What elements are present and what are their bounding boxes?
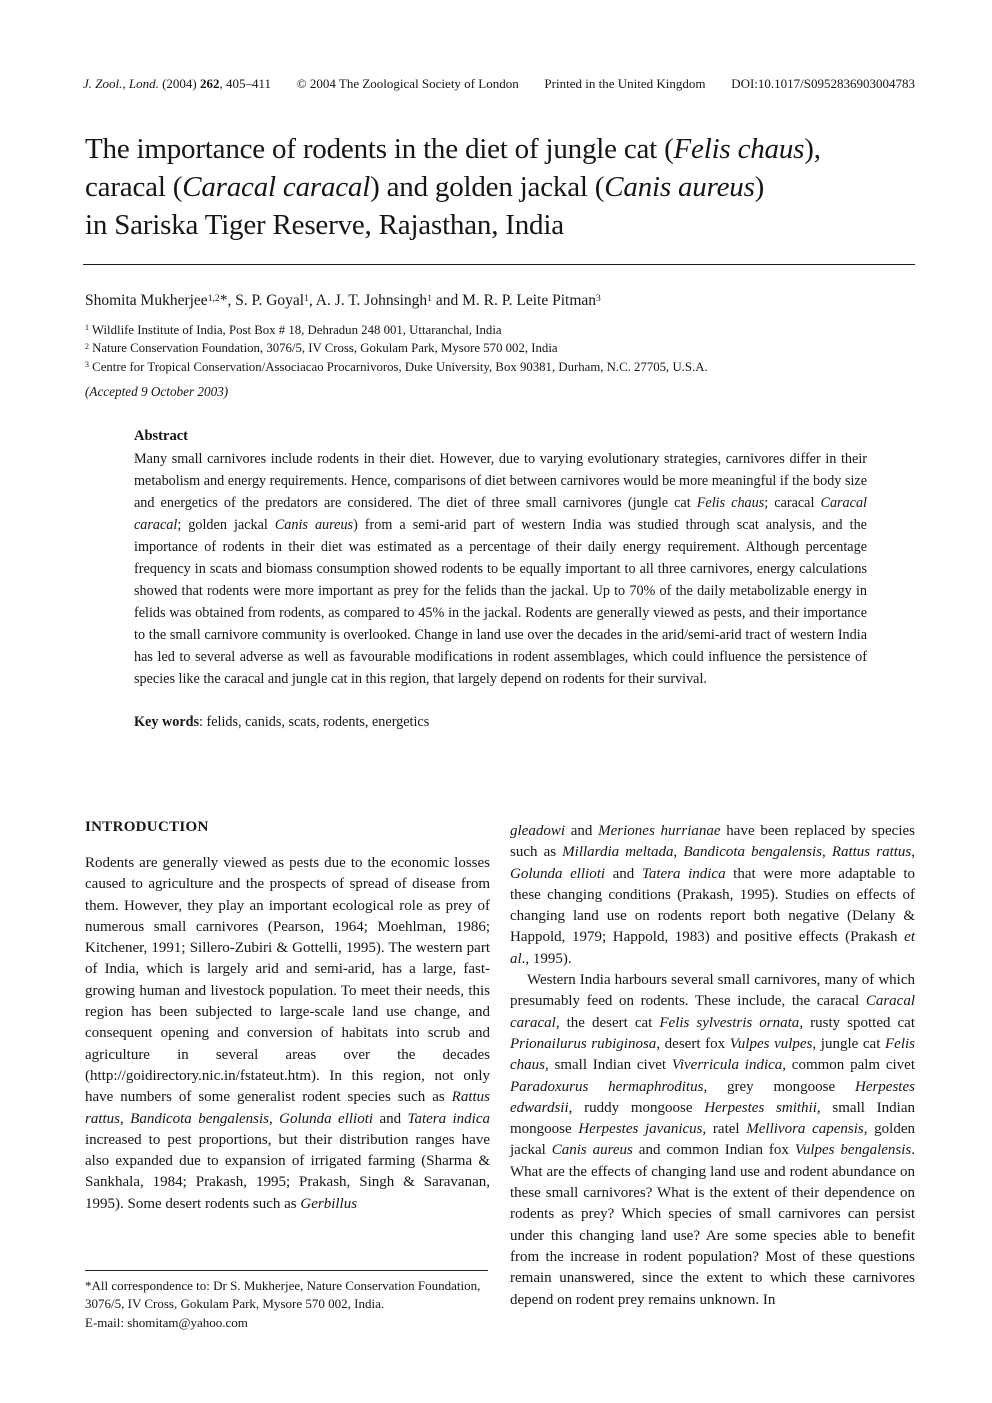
introduction-heading: INTRODUCTION — [85, 819, 209, 835]
abstract-section — [134, 428, 867, 733]
introduction-paragraph-right-2: Western India harbours several small carnivores, many of which presumably feed on rodents. These include, the caracal Caracal caracal, the desert cat Felis sylvestris ornata, rusty spotted cat Prionailurus rubiginosa, desert fox Vulpes vulpes, jungle cat Felis chaus, small Indian civet Viverricula indica, common palm civet Paradoxurus hermaphroditus, grey mongoose Herpestes edwardsii, ruddy mongoose Herpestes smithii, small Indian mongoose Herpestes javanicus, ratel Mellivora capensis, golden jackal Canis aureus and common Indian fox Vulpes bengalensis. What are the effects of changing land use and rodent abundance on these small carnivores? What is the extent of their dependence on rodents as prey? Which species of small carnivores can persist under this changing land use? Are some species able to benefit from the increase in rodent population? Most of these questions remain unanswered, since the extent to which these carnivores depend on rodent prey remains unknown. In — [510, 972, 916, 1308]
correspondence-email: E-mail: shomitam@yahoo.com — [85, 1314, 248, 1330]
abstract-body: Many small carnivores include rodents in their diet. However, due to varying evolutionary strategies, carnivores differ in their metabolism and energy requirements. Hence, comparisons of diet between carnivores would be more meaningful if the body size and energetics of the predators are considered. The diet of three small carnivores (jungle cat Felis chaus; caracal Caracal caracal; golden jackal Canis aureus) from a semi-arid part of western India was studied through scat analysis, and the importance of rodents in their diet was estimated as a percentage of their daily energy requirement. Although percentage frequency in scats and biomass consumption showed rodents to be equally important to all three carnivores, energy calculations showed that rodents were more important as prey for the felids than the jackal. Up to 70% of the daily metabolizable energy in felids was obtained from rodents, as compared to 45% in the jackal. Rodents are generally viewed as pests, and their importance to the small carnivore community is overlooked. Change in land use over the decades in the arid/semi-arid tract of western India has led to several adverse as well as favourable modifications in rodent assemblages, which could influence the persistence of species like the caracal and jungle cat in this region, that largely depend on rodents for their survival. — [134, 451, 867, 687]
introduction-paragraph-right-1: gleadowi and Meriones hurrianae have been replaced by species such as Millardia meltada, Bandicota bengalensis, Rattus rattus, Golunda ellioti and Tatera indica that were more adaptable to these changing conditions (Prakash, 1995). Studies on effects of changing land use on rodents report both negative (Delany & Happold, 1979; Happold, 1983) and positive effects (Prakash et al., 1995). — [510, 823, 916, 967]
copyright-notice: © 2004 The Zoological Society of London — [296, 76, 519, 91]
correspondence-text: *All correspondence to: Dr S. Mukherjee, Nature Conservation Foundation, 3076/5, IV Cross, Gokulam Park, Mysore 570 002, India. — [85, 1278, 481, 1312]
paper-title-line-1: The importance of rodents in the diet of jungle cat (Felis chaus), — [85, 133, 821, 165]
right-column — [510, 819, 915, 1311]
affiliation-3: $^3$ Centre for Tropical Conservation/Associacao Procarnivoros, Duke University, Box 90381, Durham, N.C. 27705, U.S.A. — [85, 359, 708, 374]
paper-title-line-2: caracal (Caracal caracal) and golden jackal (Canis aureus) — [85, 171, 765, 203]
paper-title-line-3: in Sariska Tiger Reserve, Rajasthan, India — [85, 209, 564, 241]
paper-title — [85, 130, 965, 244]
journal-citation: J. Zool., Lond. (2004) 262, 405–411 — [83, 76, 272, 91]
affiliations — [85, 322, 945, 377]
introduction-paragraph-left: Rodents are generally viewed as pests due to the economic losses caused to agriculture and the prospects of spread of disease from them. However, they play an important ecological role as prey of numerous small carnivores (Pearson, 1964; Moehlman, 1986; Kitchener, 1991; Sillero-Zubiri & Gottelli, 1995). The western part of India, which is largely arid and semi-arid, has a large, fast-growing human and livestock population. To meet their needs, this region has been subjected to large-scale land use change, and consequent opening and conversion of habitats into scrub and agriculture in several areas over the decades (http://goidirectory.nic.in/fstateut.htm). In this region, not only have numbers of some generalist rodent species such as Rattus rattus, Bandicota bengalensis, Golunda ellioti and Tatera indica increased to pest proportions, but their distribution ranges have also expanded due to expansion of irrigated farming (Sharma & Sankhala, 1984; Prakash, 1995; Prakash, Singh & Saravanan, 1995). Some desert rodents such as Gerbillus — [85, 855, 491, 1212]
affiliation-2: $^2$ Nature Conservation Foundation, 3076/5, IV Cross, Gokulam Park, Mysore 570 002, India — [85, 341, 558, 356]
abstract-heading: Abstract — [134, 428, 188, 444]
affiliation-1: $^1$ Wildlife Institute of India, Post Box # 18, Dehradun 248 001, Uttaranchal, India — [85, 323, 502, 337]
correspondence-footnote — [85, 1270, 488, 1332]
left-column — [85, 819, 490, 1311]
keywords-line: Key words: felids, canids, scats, rodents, energetics — [134, 714, 430, 730]
introduction-section — [85, 819, 915, 1311]
authors-line: Shomita Mukherjee$^{1,2}$*, S. P. Goyal$^1$, A. J. T. Johnsingh$^1$ and M. R. P. Leite Pitman$^3$ — [85, 292, 601, 309]
journal-running-head — [83, 76, 915, 92]
footnote-rule — [85, 1270, 488, 1271]
printed-in-note: Printed in the United Kingdom — [544, 76, 706, 91]
doi: DOI:10.1017/S0952836903004783 — [731, 76, 915, 91]
title-divider-rule — [83, 264, 915, 265]
accepted-date-note: (Accepted 9 October 2003) — [85, 384, 229, 399]
